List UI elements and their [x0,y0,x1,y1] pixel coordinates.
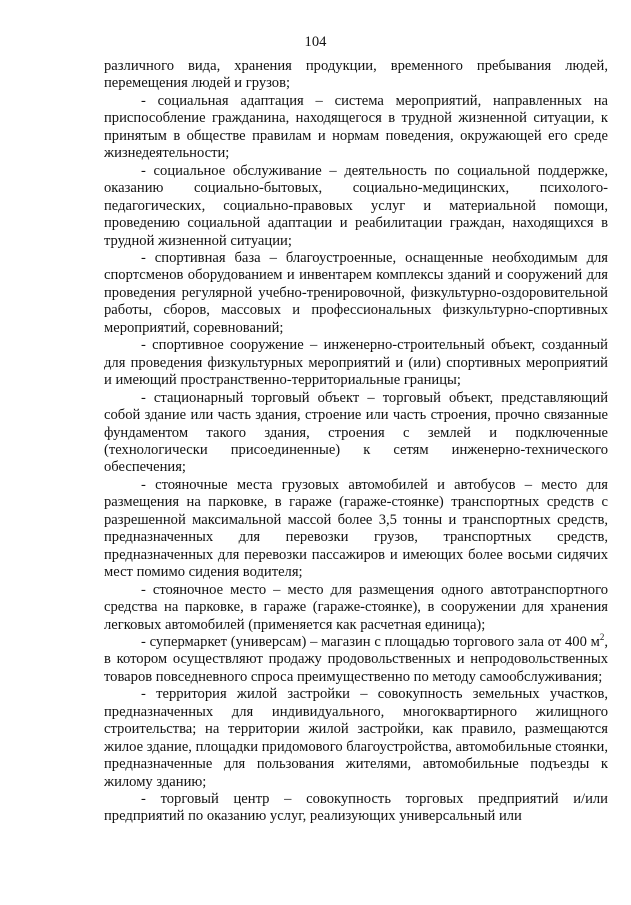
paragraph-shopping-center: - торговый центр – совокупность торговых предприятий и/или предприятий по оказанию услуг, реализующих универсальный или [104,791,608,825]
square-superscript: 2 [599,632,605,643]
supermarket-text-before: - супермаркет (универсам) – магазин с площадью торгового зала от 400 м [141,633,600,650]
paragraph-supermarket [104,634,608,686]
paragraph-social-adaptation: - социальная адаптация – система мероприятий, направленных на приспособление гражданина, находящегося в трудной жизненной ситуации, к принятым в обществе правилам и нормам поведения, окружающей его среде жизнедеятельности; [104,92,608,162]
paragraph-residential-territory: - территория жилой застройки – совокупность земельных участков, предназначенных для индивидуального, многоквартирного жилищного строительства; на территории жилой застройки, как правило, размещаются жилое здание, площадки придомового благоустройства, автомобильные стоянки, предназначенные для пользования жителями, автомобильные подъезды к жилому зданию; [104,686,608,790]
supermarket-text-after: , в котором осуществляют продажу продовольственных и непродовольственных товаров повседневного спроса преимущественно по методу самообслуживания; [104,633,608,685]
paragraph-continuation: различного вида, хранения продукции, временного пребывания людей, перемещения людей и грузов; [104,58,608,92]
paragraph-stationary-trade-object: - стационарный торговый объект – торговый объект, представляющий собой здание или часть здания, строение или часть строения, прочно связанные фундаментом такого здания, строения с землей и подключенные (технологически присоединенные) к сетям инженерно-технического обеспечения; [104,389,608,476]
paragraph-sports-facility: - спортивное сооружение – инженерно-строительный объект, созданный для проведения физкультурных мероприятий и (или) спортивных мероприятий и имеющий пространственно-территориальные границы; [104,337,608,389]
page-number: 104 [304,34,327,50]
paragraph-truck-parking: - стояночные места грузовых автомобилей и автобусов – место для размещения на парковке, в гараже (гараже-стоянке) транспортных средств с разрешенной максимальной массой более 3,5 тонны и транспортных средств, предназначенных для перевозки грузов, транспортных средств, предназначенных для перевозки пассажиров и имеющих более восьми сидячих мест помимо сидения водителя; [104,476,608,581]
paragraph-parking-space: - стояночное место – место для размещения одного автотранспортного средства на парковке, в гараже (гараже-стоянке), в сооружении для хранения легковых автомобилей (применяется как расчетная единица); [104,581,608,633]
body-text [104,58,608,826]
paragraph-social-service: - социальное обслуживание – деятельность по социальной поддержке, оказанию социально-бытовых, социально-медицинских, психолого-педагогических, социально-правовых услуг и материальной помощи, проведению социальной адаптации и реабилитации граждан, находящихся в трудной жизненной ситуации; [104,162,608,249]
paragraph-sports-base: - спортивная база – благоустроенные, оснащенные необходимым для спортсменов оборудованием и инвентарем комплексы зданий и сооружений для проведения регулярной учебно-тренировочной, физкультурно-оздоровительной работы, сборов, массовых и профессиональных физкультурно-спортивных мероприятий, соревнований; [104,249,608,336]
